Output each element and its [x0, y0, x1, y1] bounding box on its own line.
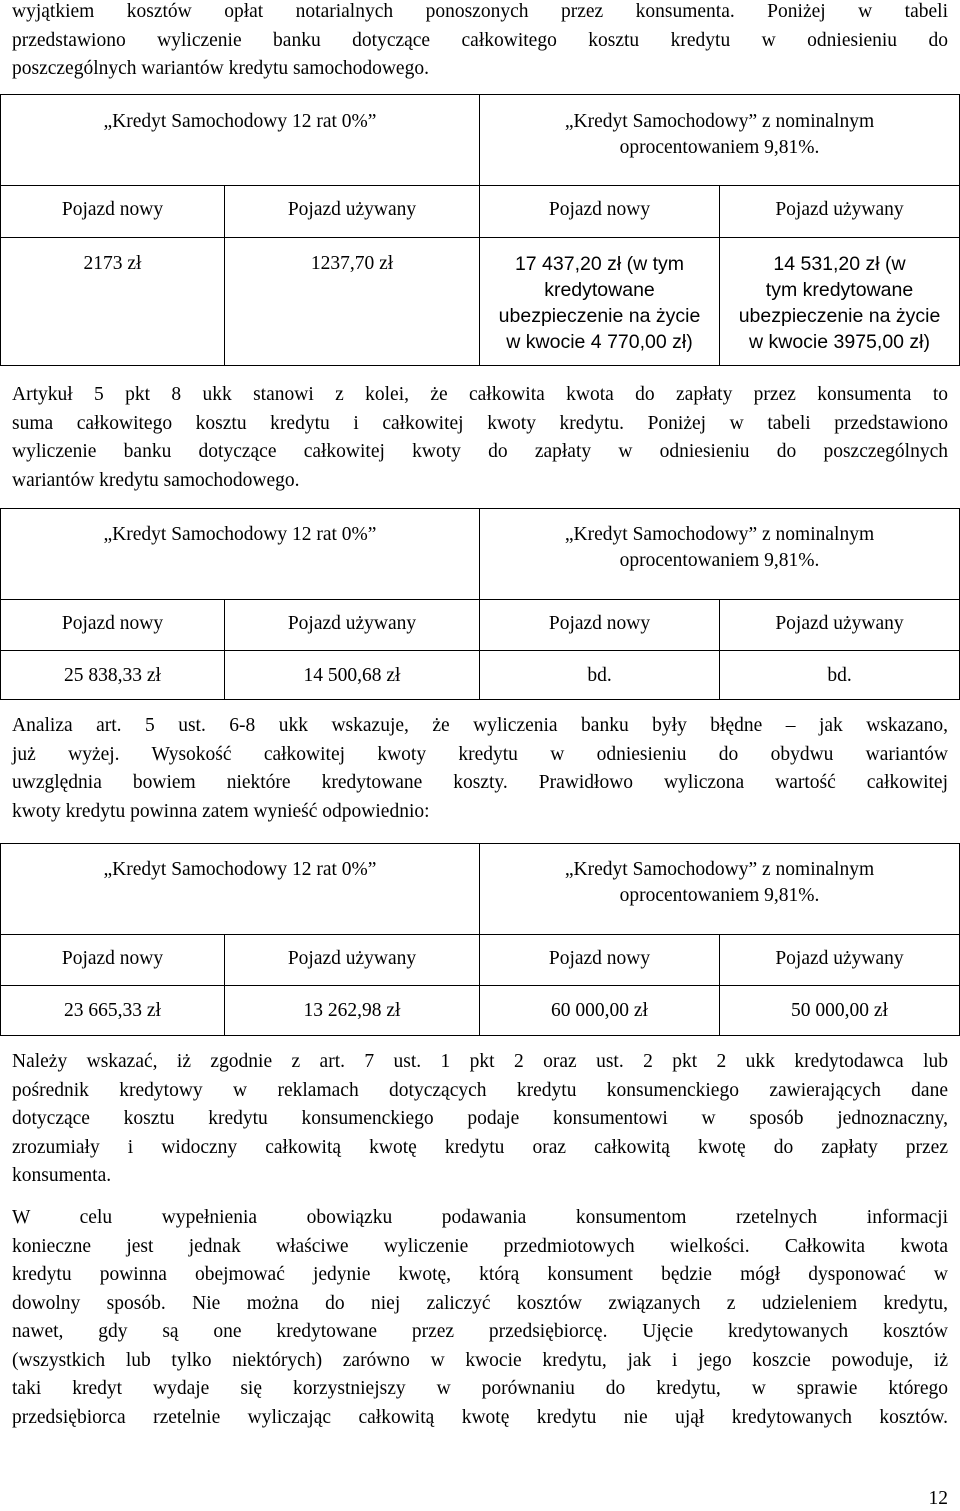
table-cell: 23 665,33 zł [1, 986, 225, 1036]
text-line: uwzględnia bowiem niektóre kredytowane koszty. Prawidłowo wyliczona wartość całkowitej [12, 772, 948, 793]
page-number: 12 [928, 1488, 948, 1509]
table-variant-row [1, 844, 960, 935]
paragraph-advertising [12, 1048, 948, 1191]
cost-table [0, 94, 960, 366]
table-cell: bd. [720, 651, 960, 700]
column-header: Pojazd nowy [1, 186, 225, 238]
text-line: konieczne jest jednak właściwe wyliczenie przedmiotowych wielkości. Całkowita kwota [12, 1235, 948, 1257]
variant-a-header: „Kredyt Samochodowy 12 rat 0%” [1, 95, 480, 186]
text-line: W celu wypełnienia obowiązku podawania konsumentom rzetelnych informacji [12, 1207, 948, 1228]
intro-paragraph [12, 0, 948, 84]
text-line: (wszystkich lub tylko niektórych) zarówno w kwocie kredytu, jak i jego koszcie powoduje, iż [12, 1349, 948, 1371]
table-cell: 60 000,00 zł [480, 986, 720, 1036]
paragraph-total-amount [12, 381, 948, 495]
text-line: konsumenta. [12, 1165, 112, 1186]
column-header: Pojazd używany [720, 935, 960, 986]
text-line: wyliczenie banku dotyczące całkowitej kwoty do zapłaty w odniesieniu do poszczególnych [12, 441, 948, 462]
column-header: Pojazd używany [225, 186, 480, 238]
table-header-row [1, 600, 960, 651]
column-header: Pojazd nowy [1, 600, 225, 651]
table-cell: 13 262,98 zł [225, 986, 480, 1036]
table-cell: 1237,70 zł [225, 238, 480, 366]
text-line: pośrednik kredytowy w reklamach dotyczących kredytu konsumenckiego zawierających dane [12, 1079, 948, 1101]
text-line: suma całkowitego kosztu kredytu i całkowitej kwoty kredytu. Poniżej w tabeli przedstawiono [12, 412, 948, 434]
table-cell: 14 531,20 zł (w tym kredytowane ubezpieczenie na życie w kwocie 3975,00 zł) [720, 238, 960, 366]
column-header: Pojazd nowy [480, 600, 720, 651]
text-line: poszczególnych wariantów kredytu samochodowego. [12, 58, 429, 79]
column-header: Pojazd używany [720, 600, 960, 651]
table-header-row [1, 935, 960, 986]
table-cell: 2173 zł [1, 238, 225, 366]
table-cell: 50 000,00 zł [720, 986, 960, 1036]
text-line: taki kredyt wydaje się korzystniejszy w porównaniu do kredytu, w sprawie którego [12, 1378, 948, 1399]
variant-a-header: „Kredyt Samochodowy 12 rat 0%” [1, 509, 480, 600]
text-line: dowolny sposób. Nie można do niej zaliczyć kosztów związanych z udzieleniem kredytu, [12, 1292, 948, 1314]
text-line: Należy wskazać, iż zgodnie z art. 7 ust. 1 pkt 2 oraz ust. 2 pkt 2 ukk kredytodawca lub [12, 1051, 948, 1072]
text-line: nawet, gdy są one kredytowane przez przedsiębiorcę. Ujęcie kredytowanych kosztów [12, 1321, 948, 1342]
variant-a-header: „Kredyt Samochodowy 12 rat 0%” [1, 844, 480, 935]
table-row [1, 651, 960, 700]
table-header-row [1, 186, 960, 238]
corrected-amount-table [0, 843, 960, 1036]
variant-b-header: „Kredyt Samochodowy” z nominalnym oprocentowaniem 9,81%. [480, 95, 960, 186]
table-row [1, 986, 960, 1036]
table-cell: 25 838,33 zł [1, 651, 225, 700]
text-line: kredytu powinna obejmować jedynie kwotę, którą konsument będzie mógł dysponować w [12, 1264, 948, 1285]
table-cell: bd. [480, 651, 720, 700]
text-line: już wyżej. Wysokość całkowitej kwoty kredytu w odniesieniu do obydwu wariantów [12, 743, 948, 765]
table-variant-row [1, 509, 960, 600]
column-header: Pojazd nowy [480, 935, 720, 986]
text-line: Artykuł 5 pkt 8 ukk stanowi z kolei, że całkowita kwota do zapłaty przez konsumenta to [12, 384, 948, 405]
text-line: przedstawiono wyliczenie banku dotyczące całkowitego kosztu kredytu w odniesieniu do [12, 29, 948, 51]
text-line: wyjątkiem kosztów opłat notarialnych ponoszonych przez konsumenta. Poniżej w tabeli [12, 1, 948, 22]
column-header: Pojazd używany [225, 935, 480, 986]
total-amount-table [0, 508, 960, 700]
table-row [1, 238, 960, 366]
paragraph-analysis [12, 712, 948, 826]
text-line: wariantów kredytu samochodowego. [12, 469, 300, 491]
table-variant-row [1, 95, 960, 186]
column-header: Pojazd nowy [1, 935, 225, 986]
table-cell: 14 500,68 zł [225, 651, 480, 700]
column-header: Pojazd nowy [480, 186, 720, 238]
paragraph-obligation [12, 1204, 948, 1432]
column-header: Pojazd używany [720, 186, 960, 238]
column-header: Pojazd używany [225, 600, 480, 651]
text-line: przedsiębiorca rzetelnie wyliczając całkowitą kwotę kredytu nie ujął kredytowanych kosztów. [12, 1406, 948, 1428]
text-line: Analiza art. 5 ust. 6-8 ukk wskazuje, że wyliczenia banku były błędne – jak wskazano, [12, 715, 948, 736]
table-cell: 17 437,20 zł (w tym kredytowane ubezpieczenie na życie w kwocie 4 770,00 zł) [480, 238, 720, 366]
variant-b-header: „Kredyt Samochodowy” z nominalnym oprocentowaniem 9,81%. [480, 509, 960, 600]
text-line: kwoty kredytu powinna zatem wynieść odpowiednio: [12, 800, 430, 822]
text-line: zrozumiały i widoczny całkowitą kwotę kredytu oraz całkowitą kwotę do zapłaty przez [12, 1136, 948, 1158]
text-line: dotyczące kosztu kredytu konsumenckiego podaje konsumentowi w sposób jednoznaczny, [12, 1108, 948, 1129]
variant-b-header: „Kredyt Samochodowy” z nominalnym oprocentowaniem 9,81%. [480, 844, 960, 935]
